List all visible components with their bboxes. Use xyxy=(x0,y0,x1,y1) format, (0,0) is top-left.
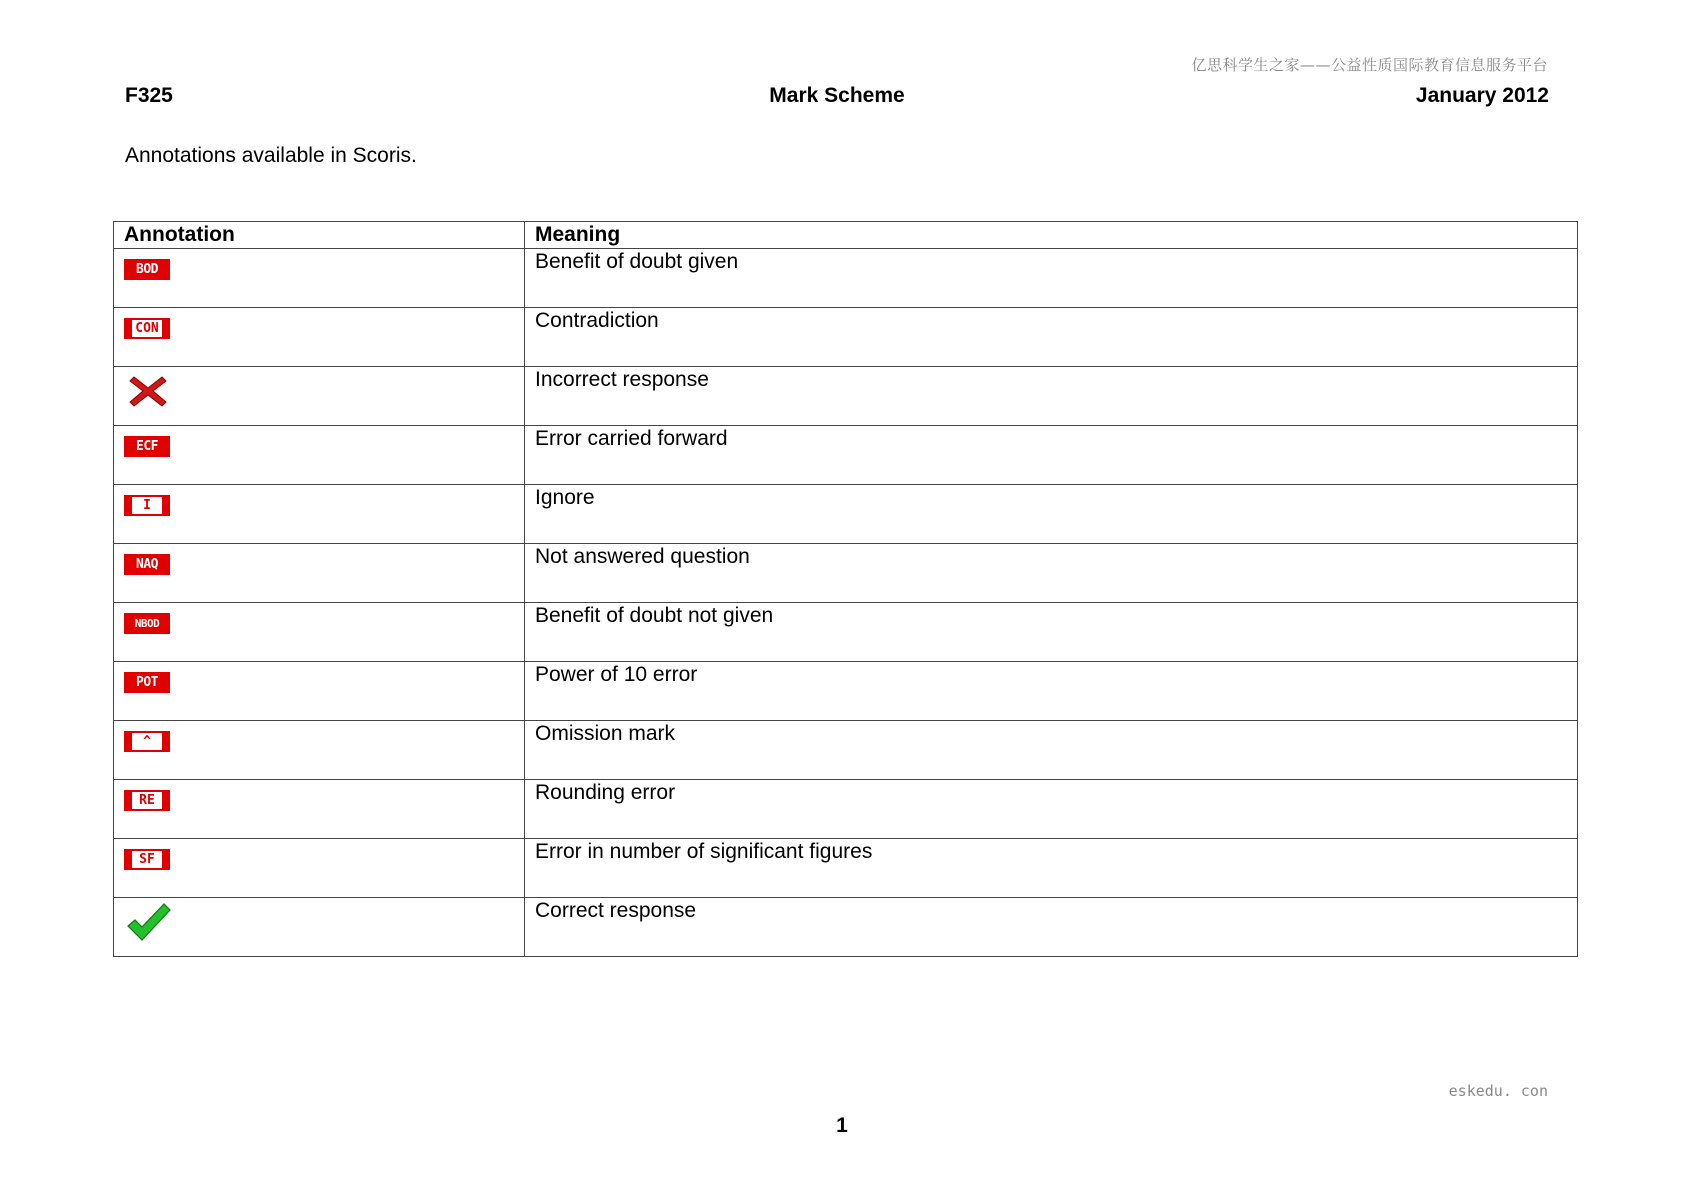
page-title: Mark Scheme xyxy=(769,84,905,107)
annotation-cell xyxy=(114,603,525,662)
bod-stamp-icon xyxy=(124,259,170,280)
naq-stamp-icon xyxy=(124,554,170,575)
table-row xyxy=(114,485,1578,544)
watermark-bottom: eskedu. con xyxy=(1448,1082,1548,1100)
annotation-cell xyxy=(114,898,525,957)
table-row xyxy=(114,544,1578,603)
table-row xyxy=(114,721,1578,780)
table-row xyxy=(114,780,1578,839)
annotation-cell xyxy=(114,839,525,898)
stamp-label: I xyxy=(143,498,151,513)
annotation-cell xyxy=(114,308,525,367)
paper-code: F325 xyxy=(125,84,173,107)
table-row xyxy=(114,898,1578,957)
header-meaning: Meaning xyxy=(525,222,1578,249)
ignore-stamp-icon xyxy=(124,495,170,516)
annotation-cell xyxy=(114,485,525,544)
table-header-row xyxy=(114,222,1578,249)
annotation-cell xyxy=(114,544,525,603)
stamp-label: SF xyxy=(139,852,155,867)
stamp-label: ECF xyxy=(136,439,158,454)
annotation-cell xyxy=(114,780,525,839)
stamp-label: CON xyxy=(135,321,159,336)
annotation-cell xyxy=(114,249,525,308)
meaning-cell: Correct response xyxy=(525,898,1578,957)
table-row xyxy=(114,308,1578,367)
omission-caret-stamp-icon xyxy=(124,731,170,752)
meaning-cell: Benefit of doubt not given xyxy=(525,603,1578,662)
meaning-cell: Benefit of doubt given xyxy=(525,249,1578,308)
annotations-table xyxy=(113,221,1578,957)
table-row xyxy=(114,367,1578,426)
watermark-top: 亿思科学生之家——公益性质国际教育信息服务平台 xyxy=(1191,56,1548,74)
meaning-cell: Incorrect response xyxy=(525,367,1578,426)
exam-date: January 2012 xyxy=(1415,84,1549,107)
annotation-cell xyxy=(114,426,525,485)
table-row xyxy=(114,426,1578,485)
ecf-stamp-icon xyxy=(124,436,170,457)
table-row xyxy=(114,603,1578,662)
annotation-cell xyxy=(114,662,525,721)
annotation-cell xyxy=(114,721,525,780)
re-stamp-icon xyxy=(124,790,170,811)
stamp-label: RE xyxy=(139,793,155,808)
meaning-cell: Rounding error xyxy=(525,780,1578,839)
stamp-label: NAQ xyxy=(136,557,158,572)
header-annotation: Annotation xyxy=(114,222,525,249)
table-row xyxy=(114,662,1578,721)
stamp-label: ^ xyxy=(143,734,151,749)
green-tick-icon xyxy=(124,902,172,942)
meaning-cell: Contradiction xyxy=(525,308,1578,367)
meaning-cell: Omission mark xyxy=(525,721,1578,780)
table-row xyxy=(114,249,1578,308)
intro-text: Annotations available in Scoris. xyxy=(125,144,417,167)
meaning-cell: Error in number of significant figures xyxy=(525,839,1578,898)
stamp-label: BOD xyxy=(136,262,158,277)
page-header xyxy=(125,84,1549,114)
meaning-cell: Ignore xyxy=(525,485,1578,544)
meaning-cell: Power of 10 error xyxy=(525,662,1578,721)
page-number: 1 xyxy=(836,1114,848,1137)
meaning-cell: Not answered question xyxy=(525,544,1578,603)
meaning-cell: Error carried forward xyxy=(525,426,1578,485)
table-row xyxy=(114,839,1578,898)
sf-stamp-icon xyxy=(124,849,170,870)
annotation-cell xyxy=(114,367,525,426)
nbod-stamp-icon xyxy=(124,613,170,634)
con-stamp-icon xyxy=(124,318,170,339)
red-cross-icon xyxy=(124,371,172,411)
stamp-label: NBOD xyxy=(134,617,160,630)
stamp-label: POT xyxy=(136,675,158,690)
pot-stamp-icon xyxy=(124,672,170,693)
